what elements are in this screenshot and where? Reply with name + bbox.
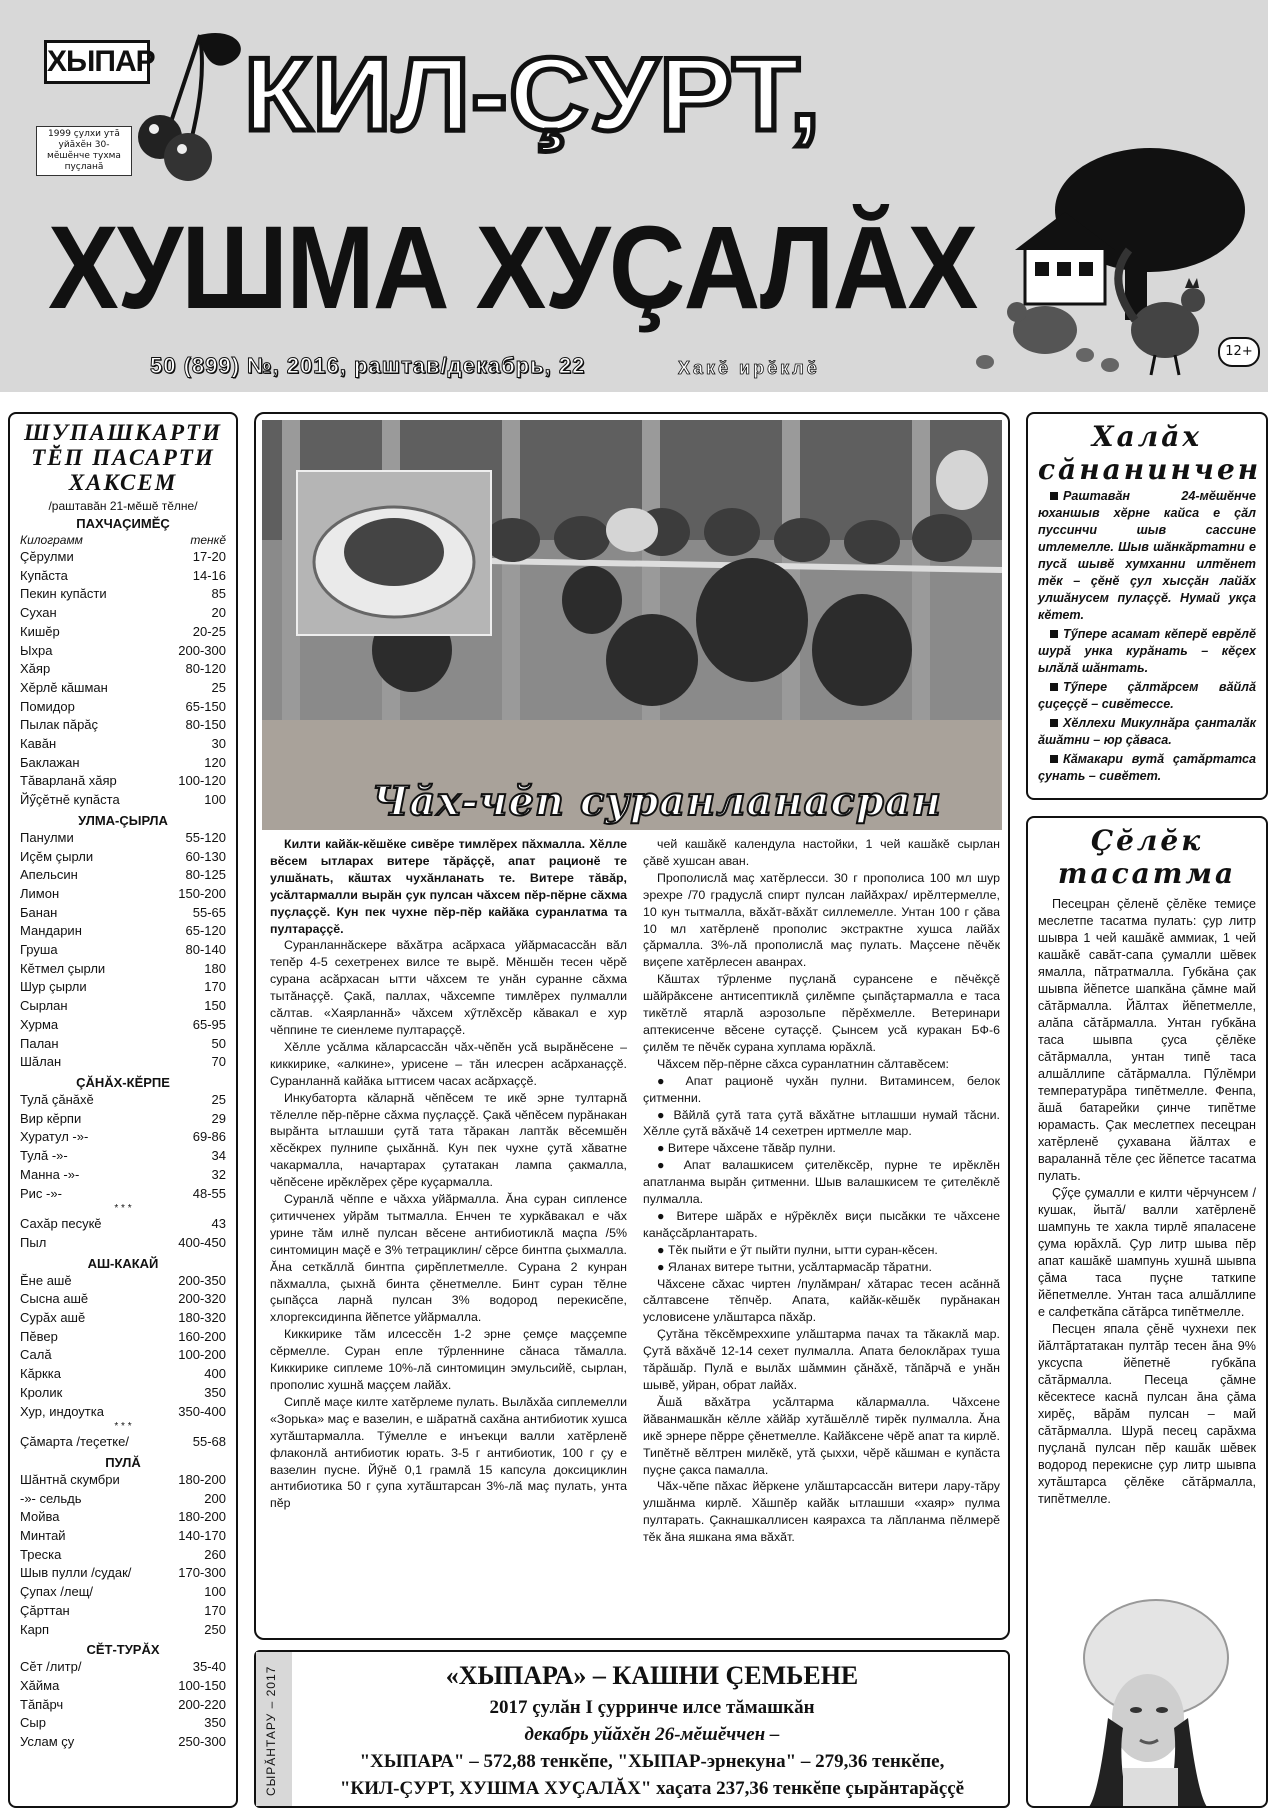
price-category-heading: ПУЛĂ [105, 1454, 141, 1470]
price-row [20, 754, 226, 773]
price-row [20, 1384, 226, 1403]
product-price: 60-130 [185, 848, 226, 864]
price-row [20, 866, 226, 885]
product-price: 80-125 [185, 867, 226, 883]
product-price: 65-95 [192, 1016, 226, 1032]
price-row [20, 567, 226, 586]
section-divider: * * * [114, 1421, 132, 1433]
title-line-2: ХУШМА ХУÇАЛĂХ [48, 202, 977, 334]
product-name: Сыр [20, 1715, 46, 1731]
bullet-square-icon [1050, 492, 1058, 500]
price-row [20, 941, 226, 960]
product-price: 170 [204, 1602, 226, 1618]
product-price: 65-150 [185, 698, 226, 714]
bullet-square-icon [1050, 755, 1058, 763]
price-category-heading: УЛМА-ÇЫРЛА [78, 812, 168, 828]
price-row [20, 848, 226, 867]
price-row [20, 1696, 226, 1715]
product-name: Кролик [20, 1384, 63, 1400]
price-row [20, 791, 226, 810]
price-row [20, 1272, 226, 1291]
product-price: 50 [211, 1035, 226, 1051]
product-price: 29 [211, 1110, 226, 1126]
product-name: Йӳçĕтнĕ купăста [20, 792, 120, 808]
product-name: Пыл [20, 1234, 47, 1250]
article-paragraph: ● Яланах витере тытни, усăлтармасăр тăратни. [657, 1259, 932, 1274]
price-row [20, 1128, 226, 1147]
product-name: Çĕрулми [20, 549, 74, 564]
product-price: 34 [211, 1148, 226, 1164]
price-note: Хакĕ ирĕклĕ [678, 358, 820, 378]
product-name: Шыв пулли /судак/ [20, 1565, 132, 1581]
recipe-paragraph: Песцен япала çĕнĕ чухнехи пек йăлтăртатакан пултăр тесен ăна 9% уксуспа йĕпетнĕ губкăпа сăтăрмалла. Песеца çăмне кĕсектесе каснă пулсан ăна çăма хирĕç, вăрăм пулсан – май сăтăрмалла. Шурă песец сарăхма пуçланă пулсан пĕр кашăк шĕвек водород перекисне çур литр шывпа хутăштарса çĕлĕке сăтăрмалла, типĕтмелле. [1038, 1322, 1256, 1506]
product-name: Мойва [20, 1509, 60, 1525]
price-row [20, 1346, 226, 1365]
product-price: 25 [211, 1091, 226, 1107]
price-row [20, 1215, 226, 1234]
product-name: -»- сельдь [20, 1490, 82, 1506]
product-name: Хăяр [20, 661, 51, 677]
article-paragraph: Чăхсене сăхас чиртен /пулăмран/ хăтарас тесен асăннă сăлтавсене тĕпчĕр. Апата, кайăк-кĕшĕк пурăнакан условисене улăштарса пăхăр. [643, 1276, 1000, 1325]
product-name: Мандарин [20, 923, 82, 939]
product-name: Купăста [20, 567, 68, 583]
product-price: 160-200 [178, 1328, 226, 1344]
product-price: 48-55 [192, 1185, 226, 1201]
article-paragraph: Чăх-чĕпе пăхас йĕркене улăштарсассăн витери лару-тăру улшăнма кирлĕ. Хăшпĕр кайăк ытлашши «хаяр» пулма пултарать. Çакнашкаллисен каярахса та лăпланма пĕлмерĕ тĕк ăна яшкана яма вăхăт. [643, 1479, 1000, 1545]
price-row [20, 1508, 226, 1527]
product-price: 55-65 [192, 904, 226, 920]
article-paragraph: ● Апат рационĕ чухăн пулни. Витаминсем, белок çитменни. [643, 1073, 1000, 1105]
price-row [20, 1733, 226, 1752]
newspaper-logo: ХЫПАР [44, 40, 150, 84]
issue-info: 50 (899) №, 2016, раштав/декабрь, 22 [150, 353, 586, 378]
product-name: Карп [20, 1621, 50, 1637]
tips-list [1038, 488, 1256, 785]
tip-item: Кăмакари вутă çатăртатса çунать – сивĕтет. [1038, 752, 1256, 783]
product-price: 65-120 [185, 923, 226, 939]
price-row [20, 772, 226, 791]
price-row [20, 548, 226, 567]
product-price: 80-120 [185, 661, 226, 677]
tip-item: Раштавăн 24-мĕшĕнче юханшыв хĕрне кайса е çăл пуссинчи шыв сассине итлемелле. Шыв шăнкăртатни е пусă шывĕ хумханни илтĕнет тĕк – çĕнĕ çул хысçăн лайăх улшăнусем пулаççĕ. Нумай укçа кĕтет. [1038, 489, 1256, 622]
subscription-line-2: декабрь уйăхĕн 26-мĕшĕччен – [524, 1724, 780, 1745]
product-price: 200 [204, 1490, 226, 1506]
product-name: Тулă çăнăхĕ [20, 1091, 94, 1107]
bullet-square-icon [1050, 719, 1058, 727]
price-row [20, 1091, 226, 1110]
product-name: Пекин купăсти [20, 586, 107, 602]
price-row [20, 604, 226, 623]
folk-tips-panel [1026, 412, 1268, 800]
market-title: ШУПАШКАРТИ ТĔП ПАСАРТИ ХАКСЕМ [24, 420, 222, 495]
price-row [20, 623, 226, 642]
inset-wound-photo [296, 470, 492, 636]
product-price: 100-120 [178, 773, 226, 789]
product-name: Пĕвер [20, 1328, 58, 1344]
price-list [20, 515, 226, 1752]
product-name: Рис -»- [20, 1185, 62, 1201]
price-row [20, 1546, 226, 1565]
price-row [20, 1433, 226, 1452]
article-paragraph: Инкубаторта кăларнă чĕпĕсем те икĕ эрне тултарнă тĕлелле пĕр-пĕрне сăхма пуçлаççĕ. Çакă чĕпĕсем пурăнакан вырăнта ытлашши çутă тата тăракан лаптăк вĕсемшĕн хĕсĕкрех пулнипе çыхăннă. Кун пек чухне çутă хăватне чакармалла, начартарах çутатакан лампа çакмалла, чĕпĕсене ирĕклĕрех çĕре куçармалла. [270, 1090, 627, 1190]
subscription-line-1: 2017 çулăн I çурринче илсе тăмашкăн [489, 1697, 815, 1718]
price-row [20, 679, 226, 698]
product-name: Кавăн [20, 736, 57, 752]
product-price: 180 [204, 960, 226, 976]
product-name: Сĕт /литр/ [20, 1659, 82, 1675]
product-name: Ĕне ашĕ [20, 1272, 72, 1288]
article-paragraph: Кăштах тӳрленме пуçланă сурансене е пĕчĕкçĕ шăйрăксене антисептиклă çилĕмпе çыпăçтармалла е таса тикĕтлĕ ятарлă аэрозольпе пĕрĕхмелле. Ветеринари аптекисенче вĕсене сутаççĕ. Çынсем усă куракан БФ-6 çилĕм те пĕчĕк сурана хуплама юрăхлă. [643, 972, 1000, 1054]
price-row [20, 1035, 226, 1054]
product-name: Салă [20, 1347, 52, 1363]
main-article [254, 412, 1010, 1640]
subscription-side-label: СЫРĂНТАРУ – 2017 [256, 1652, 292, 1806]
product-price: 55-120 [185, 829, 226, 845]
article-paragraph: ● Тĕк пыйти е ӳт пыйти пулни, ытти суран-кĕсен. [657, 1242, 938, 1257]
price-row [20, 1234, 226, 1253]
product-price: 32 [211, 1166, 226, 1182]
product-name: Услам çу [20, 1734, 75, 1750]
price-row [20, 1564, 226, 1583]
product-name: Çупах /лещ/ [20, 1584, 94, 1600]
price-row [20, 660, 226, 679]
market-subtitle: /раштавăн 21-мĕшĕ тĕлне/ [48, 499, 198, 513]
product-name: Хăйма [20, 1677, 60, 1693]
price-row [20, 1658, 226, 1677]
price-row [20, 642, 226, 661]
hat-cleaning-panel [1026, 816, 1268, 1808]
product-name: Тăварланă хăяр [20, 773, 117, 789]
product-name: Çăмарта /теçетке/ [20, 1434, 129, 1450]
product-price: 80-140 [185, 942, 226, 958]
price-row [20, 960, 226, 979]
product-name: Треска [20, 1546, 62, 1562]
price-row [20, 1621, 226, 1640]
product-price: 350 [204, 1384, 226, 1400]
age-rating-badge: 12+ [1218, 337, 1260, 367]
article-paragraph: Килти кайăк-кĕшĕке сивĕре тимлĕрех пăхмалла. Хĕлле вĕсем ытларах витере тăрăççĕ, апат рационĕ те улшăнать, кăштах чухăнланать те. Витере тăвăр, усăлтармалли вырăн çук пулсан чăхсем пĕр-пĕрне сăхма пуçлаççĕ. Кун пек чухне пĕр-пĕр кайăка суранлатма та пултараççĕ. [270, 837, 627, 936]
chickens-photo [262, 420, 1002, 830]
cherry-icon [130, 25, 260, 185]
price-row [20, 904, 226, 923]
product-name: Çăрттан [20, 1602, 70, 1618]
since-note: 1999 çулхи утă уйăхĕн 30-мĕшĕнче тухма пуçланă [36, 126, 132, 176]
price-row [20, 829, 226, 848]
price-row [20, 1166, 226, 1185]
price-row [20, 1328, 226, 1347]
product-price: 200-300 [178, 642, 226, 658]
price-category-heading: СĔТ-ТУРĂХ [86, 1642, 160, 1658]
product-name: Иçĕм çырли [20, 848, 94, 864]
product-price: 30 [211, 736, 226, 752]
article-paragraph: Сиплĕ маçе килте хатĕрлеме пулать. Вылăхăа сиплемелли «Зорька» маç е вазелин, е шăратнă сахăна антибиотик хушса хутăштармалла. Тӳмелле е инъекци валли хатĕрленĕ флаконлă антибиотик юрать. 3-5 г антибиотик, 100 г çу е вазелин пусне. Йӳнĕ 0,1 грамлă 15 капсула доксициклин антибиотика 50 г çупа хутăштарсан 3%-лă маç пулать, унта пĕр [270, 1394, 627, 1511]
product-name: Сырлан [20, 998, 68, 1014]
product-price: 200-350 [178, 1272, 226, 1288]
price-row [20, 698, 226, 717]
product-name: Пылак пăрăç [20, 717, 99, 733]
product-price: 43 [211, 1216, 226, 1232]
product-price: 100-200 [178, 1347, 226, 1363]
product-price: 14-16 [192, 567, 226, 583]
unit-row [20, 532, 226, 548]
product-price: 260 [204, 1546, 226, 1562]
price-row [20, 1714, 226, 1733]
article-body [270, 836, 1000, 1636]
masthead [0, 0, 1268, 392]
subscription-line-4: "КИЛ-ÇУРТ, ХУШМА ХУÇАЛĂХ" хаçата 237,36 тенкĕпе çырăнтарăççĕ [339, 1778, 965, 1799]
product-name: Помидор [20, 698, 75, 714]
product-name: Сухан [20, 605, 57, 621]
market-prices-panel [8, 412, 238, 1808]
product-price: 80-150 [185, 717, 226, 733]
price-category-heading: АШ-КАКАЙ [87, 1255, 159, 1271]
price-row [20, 1053, 226, 1072]
article-paragraph: Суранланнăскере вăхăтра асăрхаса уйăрмасассăн вăл тепĕр 4-5 сехетренех вилсе те вырĕ. Мĕншĕн тесен чĕрĕ сурана асăрхасан ытти чăхсем те унăн суранне сăхма тытăнаççĕ. Çакă, паллах, чăхсемпе тимлĕрех пулмалли сăлтав. «Хаярланнă» чăхсем хӳтлĕхсĕр кăвакал е хур чĕппине те сиенлеме пултараççĕ. [270, 938, 627, 1037]
product-name: Хурма [20, 1016, 59, 1032]
product-name: Сахăр песукĕ [20, 1216, 102, 1232]
product-price: 85 [211, 586, 226, 602]
product-name: Хĕрлĕ кăшман [20, 679, 108, 695]
product-name: Лимон [20, 885, 60, 901]
product-price: 150-200 [178, 885, 226, 901]
article-paragraph: Прополислă маç хатĕрлесси. 30 г прополиса 100 мл шур эрехре /70 градуслă спирт пулсан лайăхрах/ ирĕлтермелле, 10 кун тытмалла, вăхăт-вăхăт силлемелле. Унтан 100 г çăва 10 мл хатĕрленĕ прополис экстрактне хушса лайăх çăрмалла. 3%-лă прополислă маç пулать. Маçсене пĕчĕк виçепе хатĕрлесен аванрах. [643, 870, 1000, 970]
subscription-ad [254, 1650, 1010, 1808]
product-price: 100-150 [178, 1677, 226, 1693]
tips-title: Халăх сăнанинчен [1038, 420, 1262, 486]
product-name: Баклажан [20, 754, 80, 770]
bullet-square-icon [1050, 683, 1058, 691]
article-paragraph: ● Вăйлă çутă тата çутă вăхăтне ытлашши нумай тăсни. Хĕлле çутă вăхăчĕ 14 сехетрен иртмелле мар. [643, 1107, 1000, 1139]
price-row [20, 1185, 226, 1204]
product-name: Апельсин [20, 867, 78, 883]
article-paragraph: Чăхсем пĕр-пĕрне сăхса суранлатнин сăлтавĕсем: [657, 1056, 949, 1071]
subscription-title: «ХЫПАРА» – КАШНИ ÇЕМЬЕНЕ [445, 1661, 859, 1690]
price-row [20, 1471, 226, 1490]
recipe-body [1038, 896, 1256, 1508]
product-price: 250 [204, 1621, 226, 1637]
article-headline: Чăх-чĕп суранланасран [372, 778, 942, 825]
recipe-paragraph: Çӳçе çумалли е килти чĕрчунсем /кушак, йытă/ валли хатĕрленĕ шампунь те хакла тирлĕ япаласене çума юрăхлă. Çур литр шыва пĕр апат кашăкĕ шампунь хушнă шывпа çăма таса пуçне таткипе йĕпетмелле. Унтан таса алшăллипе е салфеткăпа сăтăрса типĕтмелле. [1038, 1186, 1256, 1319]
article-paragraph: чей кашăкĕ календула настойки, 1 чей кашăкĕ сырлан çăвĕ хушсан аван. [643, 837, 1000, 868]
price-row [20, 922, 226, 941]
product-name: Шăнтнă скумбри [20, 1471, 120, 1487]
article-paragraph: ● Апат валашкисем çителĕксĕр, пурне те ирĕклĕн апатланма вырăн çитменни. Шыв валашкисем те çителĕклĕ пулмалла. [643, 1158, 1000, 1207]
bullet-square-icon [1050, 630, 1058, 638]
product-price: 20-25 [192, 623, 226, 639]
article-paragraph: Суранлă чĕппе е чăхха уйăрмалла. Ăна суран сипленсе çитичченех уйрăм тытмалла. Енчен те хуркăвакал е чăх урине тăм илнĕ пулсан вĕсене антибиотиклă маçпа /5% синтомицин маçĕ е 3% тетрациклин/ сĕрсе бинтпа çыхмалла. Ăна сеткăллă бинтпа çирĕплетмелле. Сурана 2 кунран пăхмалла, çыхнă бинта çĕнетмелле. Бинт суран тĕлне çыпăçса ларнă пулсан 3% водород перекисĕпе, хлоргексидинпа йĕпетсе уйăрмалла. [270, 1192, 627, 1325]
product-name: Кишĕр [20, 623, 60, 639]
product-name: Манна -»- [20, 1166, 80, 1182]
product-price: 170 [204, 979, 226, 995]
product-price: 100 [204, 1584, 226, 1600]
product-name: Палан [20, 1035, 59, 1051]
product-price: 180-320 [178, 1310, 226, 1326]
article-column-1 [270, 836, 627, 1636]
product-price: 55-68 [192, 1434, 226, 1450]
product-price: 350 [204, 1715, 226, 1731]
price-row [20, 1490, 226, 1509]
product-name: Минтай [20, 1528, 66, 1544]
price-row [20, 1309, 226, 1328]
product-price: 35-40 [192, 1659, 226, 1675]
price-row [20, 1677, 226, 1696]
product-name: Шăлан [20, 1054, 62, 1070]
price-row [20, 1602, 226, 1621]
product-name: Груша [20, 942, 58, 958]
product-price: 120 [204, 754, 226, 770]
product-name: Хуратул -»- [20, 1129, 89, 1145]
article-paragraph: Ăшă вăхăтра усăлтарма кăлармалла. Чăхсене йăванмашкăн кĕлле хăйăр хутăшĕллĕ тирĕк пулмалла. Ăна икĕ эрнере пĕрре çĕнетмелле. Кайăксене чĕрĕ апат та кирлĕ. Типĕтнĕ вĕлтрен милĕкĕ, утă çыххи, чĕрĕ кăшман е купăста пуçне çакса памалла. [643, 1394, 1000, 1477]
currency-label: тенкĕ [190, 533, 226, 547]
product-price: 25 [211, 679, 226, 695]
price-row [20, 1527, 226, 1546]
product-price: 200-220 [178, 1696, 226, 1712]
subscription-line-3: "ХЫПАРА" – 572,88 тенкĕпе, "ХЫПАР-эрнекуна" – 279,36 тенкĕпе, [359, 1751, 945, 1772]
article-paragraph: Хĕлле усăлма кăларсассăн чăх-чĕпĕн усă вырăнĕсене – киккирике, «алкине», урисене – тăн илесрен асăрханаççĕ. Суранланнă кайăка ыттисем часах асăрхаççĕ. [270, 1039, 627, 1088]
product-name: Кăркка [20, 1366, 61, 1382]
product-name: Хур, индоутка [20, 1403, 104, 1419]
product-price: 69-86 [192, 1129, 226, 1145]
price-row [20, 978, 226, 997]
price-row [20, 716, 226, 735]
product-price: 70 [211, 1054, 226, 1070]
product-price: 170-300 [178, 1565, 226, 1581]
product-price: 200-320 [178, 1291, 226, 1307]
product-name: Сурăх ашĕ [20, 1310, 86, 1326]
product-price: 140-170 [178, 1528, 226, 1544]
section-divider: * * * [114, 1203, 132, 1215]
product-price: 180-200 [178, 1471, 226, 1487]
unit-label: Килограмм [20, 533, 83, 547]
product-price: 400-450 [178, 1234, 226, 1250]
price-row [20, 1147, 226, 1166]
price-row [20, 1403, 226, 1422]
title-line-1: КИЛ-ÇУРТ, [244, 37, 822, 153]
article-paragraph: ● Витере чăхсене тăвăр пулни. [657, 1141, 836, 1156]
article-paragraph: Киккирике тăм илсессĕн 1-2 эрне çемçе маççемпе сĕрмелле. Суран епле тӳрленнине сăнаса тăмалла. Киккирике сиплеме 10%-лă синтомицин эмульсийĕ, сырлан, прополис хушнă маççем лайăх. [270, 1327, 627, 1392]
product-price: 100 [204, 792, 226, 808]
product-name: Панулми [20, 829, 74, 845]
article-paragraph: ● Витере шăрăх е нӳрĕклĕх виçи пысăкки те чăхсене канăçсăрлантарать. [643, 1208, 1000, 1240]
subscription-text [296, 1658, 1008, 1802]
product-name: Банан [20, 904, 58, 920]
product-price: 180-200 [178, 1509, 226, 1525]
price-row [20, 585, 226, 604]
product-name: Шур çырли [20, 979, 87, 995]
product-price: 17-20 [192, 549, 226, 564]
price-category-heading: ÇĂНĂХ-КĔРПЕ [76, 1074, 170, 1090]
product-name: Вир кĕрпи [20, 1110, 82, 1126]
product-name: Кĕтмел çырли [20, 960, 106, 976]
product-name: Ыхра [20, 642, 53, 658]
price-row [20, 1365, 226, 1384]
product-name: Тăпăрч [20, 1696, 64, 1712]
price-row [20, 1110, 226, 1129]
price-row [20, 1583, 226, 1602]
tip-item: Тӳпере асамат кĕперĕ еврĕлĕ шурă унка курăнать – кĕçех ылăлă шăнтать. [1038, 627, 1256, 675]
recipe-paragraph: Песецран çĕленĕ çĕлĕке темиçе меслетпе тасатма пулать: çур литр шывра 1 чей кашăкĕ аммиак, 1 чей кашăкĕ савăт-сапа çумалли шĕвек ямалла, пăтратмалла. Губкăна çак шывпа йĕпетсе шапкăна çăмне май сăтăрмалла. Йăлтах йĕпетмелле, алăпа сăтăрмалла. Унтан губкăна таса шывпа çуса çĕлĕке сăтăрмалла, унтан типĕ таса алшăллипе сăтăрмалла. Пӳлĕмри температурăра типĕтмелле. Фенпа, ăшă батарейки çинче типĕтме юрамасть. Çак меслетпех песецран хатĕрленĕ çухавана йăлтах е вараланнă тĕле çес йĕпетсе тасатма пулать. [1038, 897, 1256, 1183]
product-price: 250-300 [178, 1734, 226, 1750]
price-row [20, 735, 226, 754]
product-price: 350-400 [178, 1403, 226, 1419]
product-price: 400 [204, 1366, 226, 1382]
woman-in-fur-hat-photo [1068, 1598, 1238, 1808]
article-paragraph: Çутăна тĕксĕмреххипе улăштарма пачах та тăкаклă мар. Çутă вăхăчĕ 12-14 сехет пулмалла. Апата белоклăрах туша тăрăшăр. Пулă е вылăх шăммин çăнăхĕ, тăпăрчă е унăн шывĕ, уйран, обрат лайăх. [643, 1327, 1000, 1392]
tip-item: Хĕллехи Микулнăра çанталăк ăшăтни – юр çăваса. [1038, 716, 1256, 747]
product-name: Сысна ашĕ [20, 1291, 89, 1307]
recipe-title: Çĕлĕк тасатма [1057, 824, 1237, 890]
product-name: Тулă -»- [20, 1148, 68, 1164]
product-price: 20 [211, 605, 226, 621]
article-column-2 [643, 836, 1000, 1636]
product-price: 150 [204, 998, 226, 1014]
price-category-heading: ПАХЧАÇИМĔÇ [76, 516, 170, 531]
price-row [20, 885, 226, 904]
price-row [20, 1290, 226, 1309]
price-row [20, 1016, 226, 1035]
tip-item: Тӳпере çăлтăрсем вăйлă çиçеççĕ – сивĕтессе. [1038, 680, 1256, 711]
price-row [20, 997, 226, 1016]
